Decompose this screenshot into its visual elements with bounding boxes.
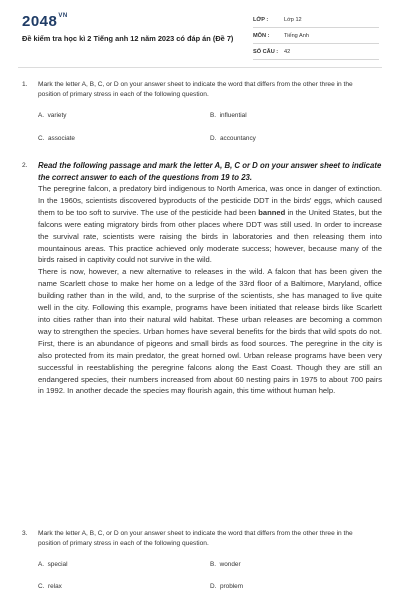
question-text: Mark the letter A, B, C, or D on your answer sheet to indicate the word that differs from the other three in the position of primary stress in each of the following question. bbox=[38, 530, 353, 547]
header-divider bbox=[18, 67, 382, 68]
question-3-options bbox=[38, 561, 378, 597]
option-letter: B. bbox=[210, 112, 217, 119]
meta-label: LỚP : bbox=[253, 17, 269, 23]
passage-text: in the United States, but the falcons were eating migratory birds from other places where DDT was still used. In order to increase the survival rate, scientists were raising the birds in laboratories and then releasing them into mountainous areas. This practice achieved only moderate success; however, because many of the birds raised in captivity could not survive in the wild. bbox=[38, 207, 383, 265]
page-header bbox=[0, 0, 400, 68]
meta-label: SỐ CÂU : bbox=[253, 49, 279, 55]
site-logo[interactable] bbox=[22, 13, 68, 30]
option-text: special bbox=[47, 561, 68, 568]
meta-value: 42 bbox=[284, 49, 291, 55]
option-letter: A. bbox=[38, 112, 45, 119]
option-b[interactable] bbox=[210, 112, 247, 119]
option-letter: B. bbox=[210, 561, 217, 568]
option-d[interactable] bbox=[210, 135, 256, 142]
option-text: accountancy bbox=[219, 135, 256, 142]
meta-row-subject bbox=[253, 28, 379, 44]
meta-label: MÔN : bbox=[253, 33, 270, 39]
reading-passage bbox=[38, 183, 382, 397]
question-text: Mark the letter A, B, C, or D on your answer sheet to indicate the word that differs from the other three in the position of primary stress in each of the following question. bbox=[38, 81, 353, 98]
meta-row-question-count bbox=[253, 44, 379, 60]
passage-paragraph-2: There is now, however, a new alternative to releases in the wild. A falcon that has been given the name Scarlett chose to make her home on a ledge of the 33rd floor of a Baltimore, Maryland, office building rather than in the wild, and, to the surprise of the scientists, she has managed to live quite well in the city. Following this example, programs have been initiated that release birds like Scarlett into cities rather than into their natural wild habitat. These urban releases are becoming a common way to strengthen the species. Urban homes have several benefits for the birds that wild spots do not. First, there is an abundance of pigeons and small birds as food sources. The peregrine in the city is also protected from its main predator, the great horned owl. Urban release programs have been very successful in reestablishing the peregrine falcons along the East Coast. Though they are still an endangered species, their numbers increased from about 60 nesting pairs in 1975 to about 700 pairs in 1992. In another decade the species may flourish again, this time without human help. bbox=[38, 267, 382, 396]
option-d[interactable] bbox=[210, 583, 243, 590]
option-letter: D. bbox=[210, 583, 217, 590]
question-1-options bbox=[38, 112, 378, 152]
option-letter: A. bbox=[38, 561, 45, 568]
meta-value: Tiếng Anh bbox=[284, 33, 309, 39]
meta-row-class bbox=[253, 12, 379, 28]
option-b[interactable] bbox=[210, 561, 241, 568]
meta-value: Lớp 12 bbox=[284, 17, 302, 23]
option-letter: C. bbox=[38, 583, 45, 590]
option-a[interactable] bbox=[38, 112, 66, 119]
question-instruction: Read the following passage and mark the letter A, B, C or D on your answer sheet to indicate the correct answer to each of the questions from 19 to 23. bbox=[38, 161, 382, 182]
highlighted-word: banned bbox=[258, 207, 286, 217]
logo-suffix: VN bbox=[58, 13, 68, 19]
option-text: relax bbox=[47, 583, 62, 590]
exam-meta-table bbox=[253, 12, 379, 60]
option-text: associate bbox=[47, 135, 75, 142]
option-text: variety bbox=[47, 112, 67, 119]
option-text: wonder bbox=[219, 561, 241, 568]
option-c[interactable] bbox=[38, 135, 75, 142]
question-number: 1. bbox=[22, 81, 28, 88]
passage-text: The peregrine falcon, a predatory bird indigenous to North America, was once in danger of extinction. In the 1960s, scientists discovered byproducts of the pesticide DDT in the birds' eggs, which caused them to be too soft to survive. The use of the pesticide had been bbox=[38, 184, 382, 217]
option-letter: D. bbox=[210, 135, 217, 142]
option-letter: C. bbox=[38, 135, 45, 142]
question-number: 2. bbox=[22, 162, 28, 169]
option-text: influential bbox=[219, 112, 247, 119]
logo-text: 2048 bbox=[22, 13, 58, 30]
option-text: problem bbox=[219, 583, 244, 590]
question-number: 3. bbox=[22, 530, 28, 537]
document-title: Đề kiểm tra học kì 2 Tiếng anh 12 năm 2023 có đáp án (Đề 7) bbox=[22, 34, 234, 43]
option-a[interactable] bbox=[38, 561, 68, 568]
option-c[interactable] bbox=[38, 583, 62, 590]
passage-paragraph-1 bbox=[38, 183, 382, 266]
